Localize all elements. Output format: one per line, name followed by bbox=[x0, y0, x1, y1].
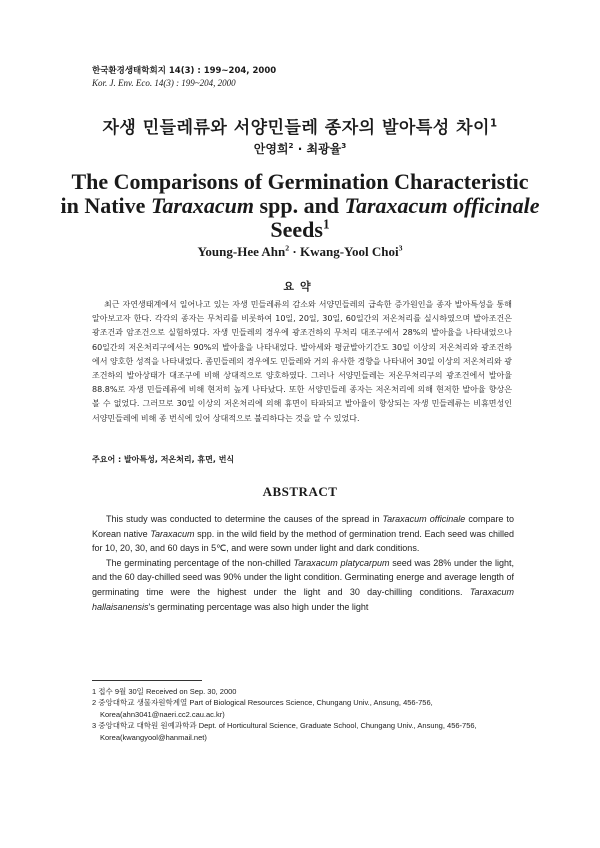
footnote-3: 3 중앙대학교 대학원 원예과학과 Dept. of Horticultural Science, Graduate School, Chungang Univ., Ansung, 456-756, Korea(kwangyool@hanmail.net) bbox=[92, 721, 477, 742]
korean-author-2: 최광율 bbox=[306, 142, 342, 156]
english-author-1-mark: 2 bbox=[285, 243, 290, 253]
abstract-paragraph-2 bbox=[92, 556, 514, 614]
abstract-text-run: spp. in the wild field by the method of germination trend. Each seed was chilled for 10, 20, 30, and 60 days in 5℃, and were sown under light and dark conditions. bbox=[92, 528, 514, 554]
english-authors bbox=[0, 244, 600, 260]
korean-keywords: 주요어 : 발아특성, 저온처리, 휴면, 번식 bbox=[92, 455, 235, 464]
journal-citation-english: Kor. J. Env. Eco. 14(3) : 199~204, 2000 bbox=[92, 78, 236, 88]
korean-abstract-body: 최근 자연생태계에서 일어나고 있는 자생 민들레류의 감소와 서양민들레의 급속한 증가원인을 종자 발아특성을 통해 알아보고자 한다. 각각의 종자는 무처리를 비롯하여 10일, 20일, 30일, 60일간의 저온처리를 실시하였으며 발아조건은 광조건과 암조건으로 실험하였다. 자생 민들레의 경우에 광조건하의 무처리 대조구에서 28%의 발아율을 나타내었으나 60일간의 저온처리구에서는 90%의 발아율을 나타내었다. 발아세와 평균발아기간도 30일 이상의 저온처리와 광조건하에서 양호한 성적을 나타내었다. 좀민들레의 경우에도 민들레와 거의 유사한 경향을 나타내어 30일 이상의 저온처리와 광조건하의 발아상태가 대조구에 비해 상대적으로 양호하였다. 그러나 서양민들레는 저온무처리구의 광조건에서 발아율 88.8%로 자생 민들레류에 비해 현저히 높게 나타났다. 또한 서양민들레 종자는 저온처리에 의해 현저한 발아율 향상은 볼 수 없었다. 그러므로 30일 이상의 저온처리에 의해 휴면이 타파되고 발아율이 향상되는 자생 민들레류는 비휴면성인 서양민들레에 비해 종 번식에 있어 상대적으로 불리하다는 것을 알 수 있었다. bbox=[92, 300, 512, 423]
english-author-2-mark: 3 bbox=[398, 243, 403, 253]
korean-title-footnote-mark: 1 bbox=[489, 118, 498, 130]
abstract-paragraph-1 bbox=[92, 512, 514, 556]
abstract-text-run: seed was 28% under the light, and the 60 day-chilled seed was 90% under the light condition. Germinating energe and average length of germinating time were the highest under the light and 30 day-chilling conditions. bbox=[92, 557, 514, 597]
abstract-text-run: The germinating percentage of the non-chilled bbox=[106, 557, 294, 568]
title-text-in-native: in Native bbox=[60, 193, 151, 218]
species-name: Taraxacum hallaisanensis bbox=[92, 586, 514, 612]
abstract-text-run: compare to Korean native bbox=[92, 514, 515, 539]
english-title bbox=[60, 170, 540, 242]
title-genus-taraxacum: Taraxacum bbox=[150, 193, 255, 218]
english-author-separator: · bbox=[289, 244, 300, 259]
english-title-footnote-mark: 1 bbox=[322, 216, 330, 232]
english-author-2: Kwang-Yool Choi bbox=[300, 244, 399, 259]
species-name: Taraxacum officinale bbox=[382, 514, 466, 524]
abstract-text-run: 's germinating percentage was also high under the light bbox=[148, 601, 369, 612]
abstract-text-run: This study was conducted to determine the causes of the spread in bbox=[106, 514, 383, 524]
footnotes bbox=[92, 686, 517, 743]
korean-abstract-heading: 요약 bbox=[283, 280, 317, 293]
species-name: Taraxacum bbox=[150, 528, 195, 539]
author-separator: · bbox=[293, 142, 307, 156]
journal-citation bbox=[92, 65, 276, 89]
footnote-divider bbox=[92, 680, 202, 681]
title-species-officinale: Taraxacum officinale bbox=[344, 193, 540, 218]
korean-title bbox=[0, 113, 600, 138]
species-name: Taraxacum platycarpum bbox=[293, 557, 390, 568]
korean-authors bbox=[0, 140, 600, 157]
abstract-heading: ABSTRACT bbox=[262, 484, 338, 499]
korean-author-1: 안영희 bbox=[253, 142, 289, 156]
journal-citation-korean: 한국환경생태학회지 14(3) : 199~204, 2000 bbox=[92, 66, 277, 76]
korean-author-1-mark: 2 bbox=[288, 141, 294, 150]
korean-author-2-mark: 3 bbox=[341, 141, 347, 150]
english-title-line-1: The Comparisons of Germination Characteristic bbox=[71, 169, 529, 194]
english-title-line-3 bbox=[60, 218, 540, 242]
english-title-line-2 bbox=[60, 194, 540, 218]
english-abstract-body bbox=[92, 512, 514, 614]
footnote-2: 2 중앙대학교 생물자원학계열 Part of Biological Resources Science, Chungang Univ., Ansung, 456-756, Korea(ahn3041@naeri.cc2.cau.ac.kr) bbox=[92, 698, 433, 719]
korean-title-text: 자생 민들레류와 서양민들레 종자의 발아특성 차이 bbox=[102, 118, 490, 138]
footnote-1: 1 접수 9월 30일 Received on Sep. 30, 2000 bbox=[92, 687, 237, 696]
title-text-seeds: Seeds bbox=[270, 217, 323, 242]
english-author-1: Young-Hee Ahn bbox=[197, 244, 286, 259]
title-text-spp-and: spp. and bbox=[254, 193, 345, 218]
